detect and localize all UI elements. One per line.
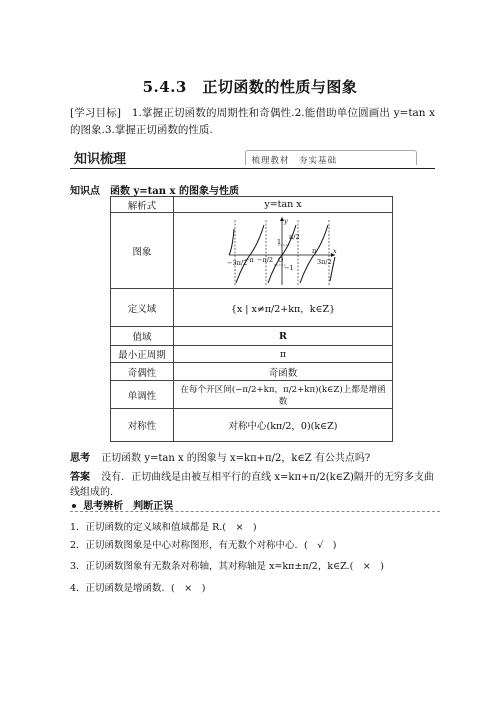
row-value-monotonicity: 在每个开区间(−π/2+kπ，π/2+kπ)(k∈Z)上都是增函数 <box>174 381 393 409</box>
discrimination-heading: 思考辨析 判断正误 <box>83 501 174 512</box>
row-value-symmetry: 对称中心(kπ/2，0)(k∈Z) <box>174 409 393 442</box>
table-row <box>111 197 393 213</box>
think-prompt <box>70 449 370 464</box>
table-row <box>111 363 393 381</box>
tick-label-minus-three-half-pi: −3π/2 <box>227 258 248 267</box>
tick-label-half-pi: π/2 <box>289 232 300 241</box>
question-item: 3．正切函数图象有无数条对称轴，其对称轴是 x=kπ±π/2，k∈Z.( × ) <box>70 561 384 572</box>
table-row <box>111 346 393 363</box>
row-value-period: π <box>174 346 393 363</box>
tick-label-pi: π <box>312 246 317 255</box>
discrimination-header <box>70 497 440 512</box>
tick-label-minus-pi: −π <box>244 255 254 264</box>
tick-label-minus-half-pi: −π/2 <box>257 255 274 264</box>
section-header <box>70 148 435 169</box>
answer-block <box>70 470 440 500</box>
row-value-domain: {x | x≠π/2+kπ，k∈Z} <box>174 289 393 327</box>
question-item: 1．正切函数的定义域和值域都是 R.( × ) <box>70 522 257 533</box>
table-header-right: y=tan x <box>174 197 393 213</box>
think-text: 正切函数 y=tan x 的图象与 x=kπ+π/2，k∈Z 有公共点吗? <box>101 453 371 464</box>
row-value-parity: 奇函数 <box>174 363 393 381</box>
axis-label-y: y <box>284 216 288 225</box>
tick-label-three-half-pi: 3π/2 <box>317 257 332 266</box>
row-label-symmetry: 对称性 <box>111 409 174 442</box>
table-row <box>111 327 393 346</box>
row-label-parity: 奇偶性 <box>111 363 174 381</box>
tick-label-minus-one: −1 <box>284 263 294 272</box>
row-label-graph: 图象 <box>111 213 174 289</box>
learning-goal: [学习目标] 1.掌握正切函数的周期性和奇偶性.2.能借助单位圆画出 y=tan x 的图象.3.掌握正切函数的性质. <box>70 107 435 136</box>
answer-label: 答案 <box>70 472 90 483</box>
page-title: 5.4.3 正切函数的性质与图象 <box>142 78 358 96</box>
row-label-monotonicity: 单调性 <box>111 381 174 409</box>
table-row <box>111 381 393 409</box>
properties-table <box>110 196 393 442</box>
answer-text: 没有．正切曲线是由被互相平行的直线 x=kπ+π/2(k∈Z)隔开的无穷多支曲线组成的. <box>70 472 434 498</box>
question-item: 2．正切函数图象是中心对称图形，有无数个对称中心．( √ ) <box>70 540 337 551</box>
table-header-left: 解析式 <box>111 197 174 213</box>
tick-label-one: 1 <box>277 237 282 246</box>
row-label-period: 最小正周期 <box>111 346 174 363</box>
think-label: 思考 <box>70 453 90 464</box>
row-label-domain: 定义域 <box>111 289 174 327</box>
tan-graph <box>227 215 339 287</box>
table-row <box>111 213 393 289</box>
knowledge-point-heading: 知识点 函数 y=tan x 的图象与性质 <box>70 186 239 197</box>
question-item: 4．正切函数是增函数．( × ) <box>70 583 206 594</box>
table-row <box>111 289 393 327</box>
row-label-range: 值域 <box>111 327 174 346</box>
axis-label-x: x <box>333 246 337 255</box>
section-subheading: 梳理教材 夯实基础 <box>251 156 337 166</box>
tan-graph-cell <box>174 213 393 289</box>
origin-label: O <box>278 255 284 264</box>
row-value-range: R <box>174 327 393 346</box>
section-heading: 知识梳理 <box>74 152 127 167</box>
table-row <box>111 409 393 442</box>
bullet-icon <box>72 504 76 508</box>
